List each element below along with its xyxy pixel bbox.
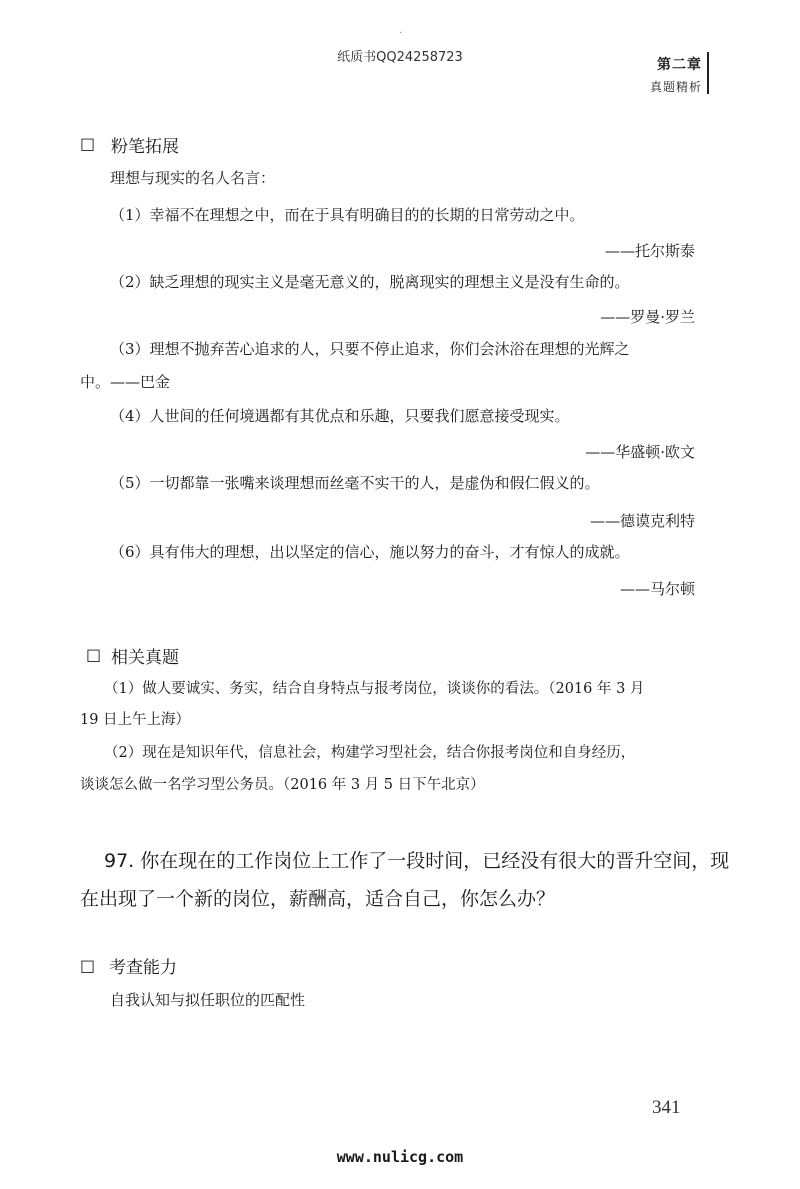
- quote-2-text: （2）缺乏理想的现实主义是毫无意义的，脱离现实的理想主义是没有生命的。: [110, 273, 630, 291]
- question-97-line1: 97. 你在现在的工作岗位上工作了一段时间，已经没有很大的晋升空间，现: [104, 850, 730, 872]
- quote-4-text: （4）人世间的任何境遇都有其优点和乐趣，只要我们愿意接受现实。: [110, 407, 570, 425]
- quote-4-author: ——华盛顿·欧文: [585, 443, 695, 461]
- ability-section-heading: 考查能力: [109, 958, 177, 978]
- quote-5-text: （5）一切都靠一张嘴来谈理想而丝毫不实干的人，是虚伪和假仁假义的。: [110, 474, 600, 492]
- watermark-text: 纸质书QQ24258723: [337, 50, 463, 65]
- chapter-divider: [707, 52, 709, 94]
- quote-2-author: ——罗曼·罗兰: [600, 308, 695, 326]
- question-97-line2: 在出现了一个新的岗位，薪酬高，适合自己，你怎么办？: [80, 888, 556, 910]
- related-item-2-line1: （2）现在是知识年代，信息社会，构建学习型社会，结合你报考岗位和自身经历，: [104, 745, 636, 761]
- quote-3-text-line1: （3）理想不抛弃苦心追求的人，只要不停止追求，你们会沐浴在理想的光辉之: [110, 340, 630, 358]
- chalk-section-icon: □: [80, 134, 96, 153]
- related-section-icon: □: [86, 645, 102, 664]
- page-number: 341: [652, 1097, 681, 1118]
- quote-5-author: ——德谟克利特: [589, 512, 695, 530]
- chapter-subtitle: 真题精析: [649, 80, 702, 94]
- ability-section-icon: □: [80, 956, 96, 975]
- chalk-section-heading: 粉笔拓展: [111, 137, 179, 157]
- ability-text: 自我认知与拟任职位的匹配性: [110, 991, 306, 1009]
- footer-url: www.nulicg.com: [336, 1148, 464, 1166]
- quote-3-text-line2: 中。——巴金: [80, 373, 171, 391]
- quote-6-text: （6）具有伟大的理想，出以坚定的信心，施以努力的奋斗，才有惊人的成就。: [110, 543, 630, 561]
- quote-6-author: ——马尔顿: [619, 580, 695, 598]
- top-mark: ·: [399, 28, 403, 39]
- chalk-intro: 理想与现实的名人名言：: [110, 169, 276, 187]
- quote-1-text: （1）幸福不在理想之中，而在于具有明确目的的长期的日常劳动之中。: [110, 206, 585, 224]
- related-item-1-line2: 19 日上午上海）: [80, 712, 191, 728]
- related-item-1-line1: （1）做人要诚实、务实，结合自身特点与报考岗位，谈谈你的看法。（2016 年 3 月: [104, 681, 645, 697]
- quote-1-author: ——托尔斯泰: [604, 242, 695, 260]
- related-section-heading: 相关真题: [111, 648, 179, 668]
- chapter-title: 第二章: [657, 57, 702, 73]
- related-item-2-line2: 谈谈怎么做一名学习型公务员。（2016 年 3 月 5 日下午北京）: [80, 777, 485, 793]
